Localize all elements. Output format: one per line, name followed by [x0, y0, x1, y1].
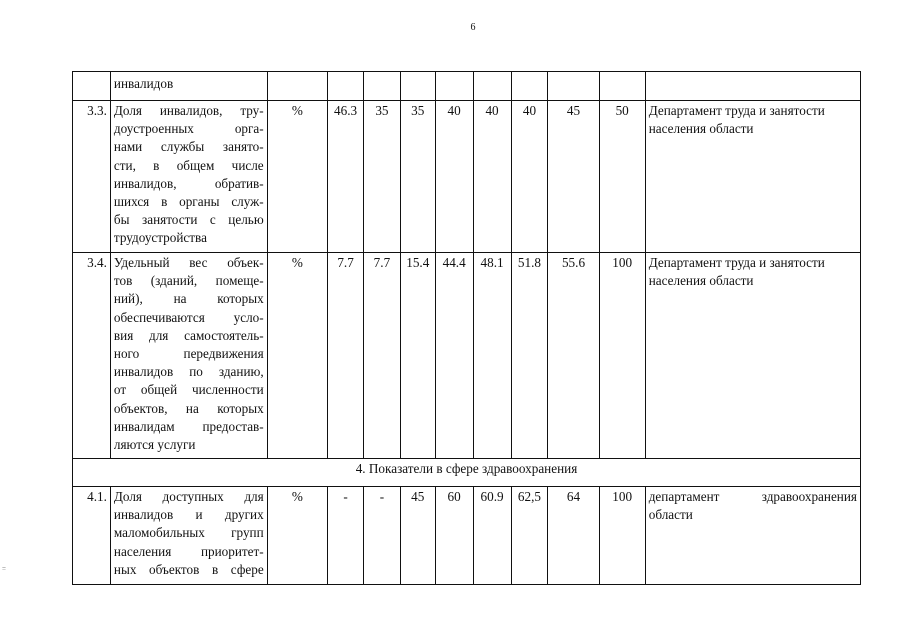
responsible-department: Департамент труда и занятости населения области	[645, 101, 860, 253]
unit-cell: %	[267, 101, 327, 253]
row-code: 3.3.	[73, 101, 111, 253]
value-cell: 7.7	[328, 253, 364, 459]
value-cell: 45	[548, 101, 599, 253]
value-cell: 46.3	[328, 101, 364, 253]
value-cell: 62,5	[511, 487, 548, 585]
table-row	[73, 487, 861, 585]
unit-cell: %	[267, 253, 327, 459]
value-cell: 40	[511, 101, 548, 253]
value-cell: 64	[548, 487, 599, 585]
value-cell: 35	[363, 101, 400, 253]
value-cell: 40	[473, 101, 511, 253]
value-cell: 15.4	[400, 253, 435, 459]
value-cell: 50	[599, 101, 645, 253]
indicator-description: инвалидов	[110, 72, 267, 101]
value-cell: 100	[599, 487, 645, 585]
value-cell: 44.4	[435, 253, 473, 459]
row-code-cell	[73, 72, 111, 101]
indicator-description: Доля инвалидов, тру- доустроенных орга- нами службы занято- сти, в общем числе инвалидов, обратив- шихся в органы служ- бы занятости с целью трудоустройства	[110, 101, 267, 253]
margin-mark: =	[2, 565, 6, 573]
table-row	[73, 101, 861, 253]
value-cell: 48.1	[473, 253, 511, 459]
value-cell: -	[328, 487, 364, 585]
responsible-department: Департамент труда и занятости населения области	[645, 253, 860, 459]
value-cell: 40	[435, 101, 473, 253]
row-code: 4.1.	[73, 487, 111, 585]
page-number: 6	[470, 22, 476, 33]
table-row	[73, 253, 861, 459]
value-cell: 60	[435, 487, 473, 585]
value-cell: 60.9	[473, 487, 511, 585]
value-cell: 51.8	[511, 253, 548, 459]
responsible-department: департамент здравоохранения области	[645, 487, 860, 585]
table-row	[73, 72, 861, 101]
section-title: 4. Показатели в сфере здравоохранения	[73, 459, 861, 487]
value-cell: 45	[400, 487, 435, 585]
row-code: 3.4.	[73, 253, 111, 459]
section-header-row	[73, 459, 861, 487]
indicator-description: Удельный вес объек- тов (зданий, помеще- ний), на которых обеспечиваются усло- вия для самостоятель- ного передвижения инвалидов по зданию, от общей численности объектов, на которых инвалидам предостав- ляются услуги	[110, 253, 267, 459]
value-cell: 7.7	[363, 253, 400, 459]
unit-cell: %	[267, 487, 327, 585]
indicators-table	[72, 71, 861, 585]
value-cell: -	[363, 487, 400, 585]
value-cell: 35	[400, 101, 435, 253]
indicator-description: Доля доступных для инвалидов и других маломобильных групп населения приоритет- ных объектов в сфере	[110, 487, 267, 585]
value-cell: 55.6	[548, 253, 599, 459]
value-cell: 100	[599, 253, 645, 459]
